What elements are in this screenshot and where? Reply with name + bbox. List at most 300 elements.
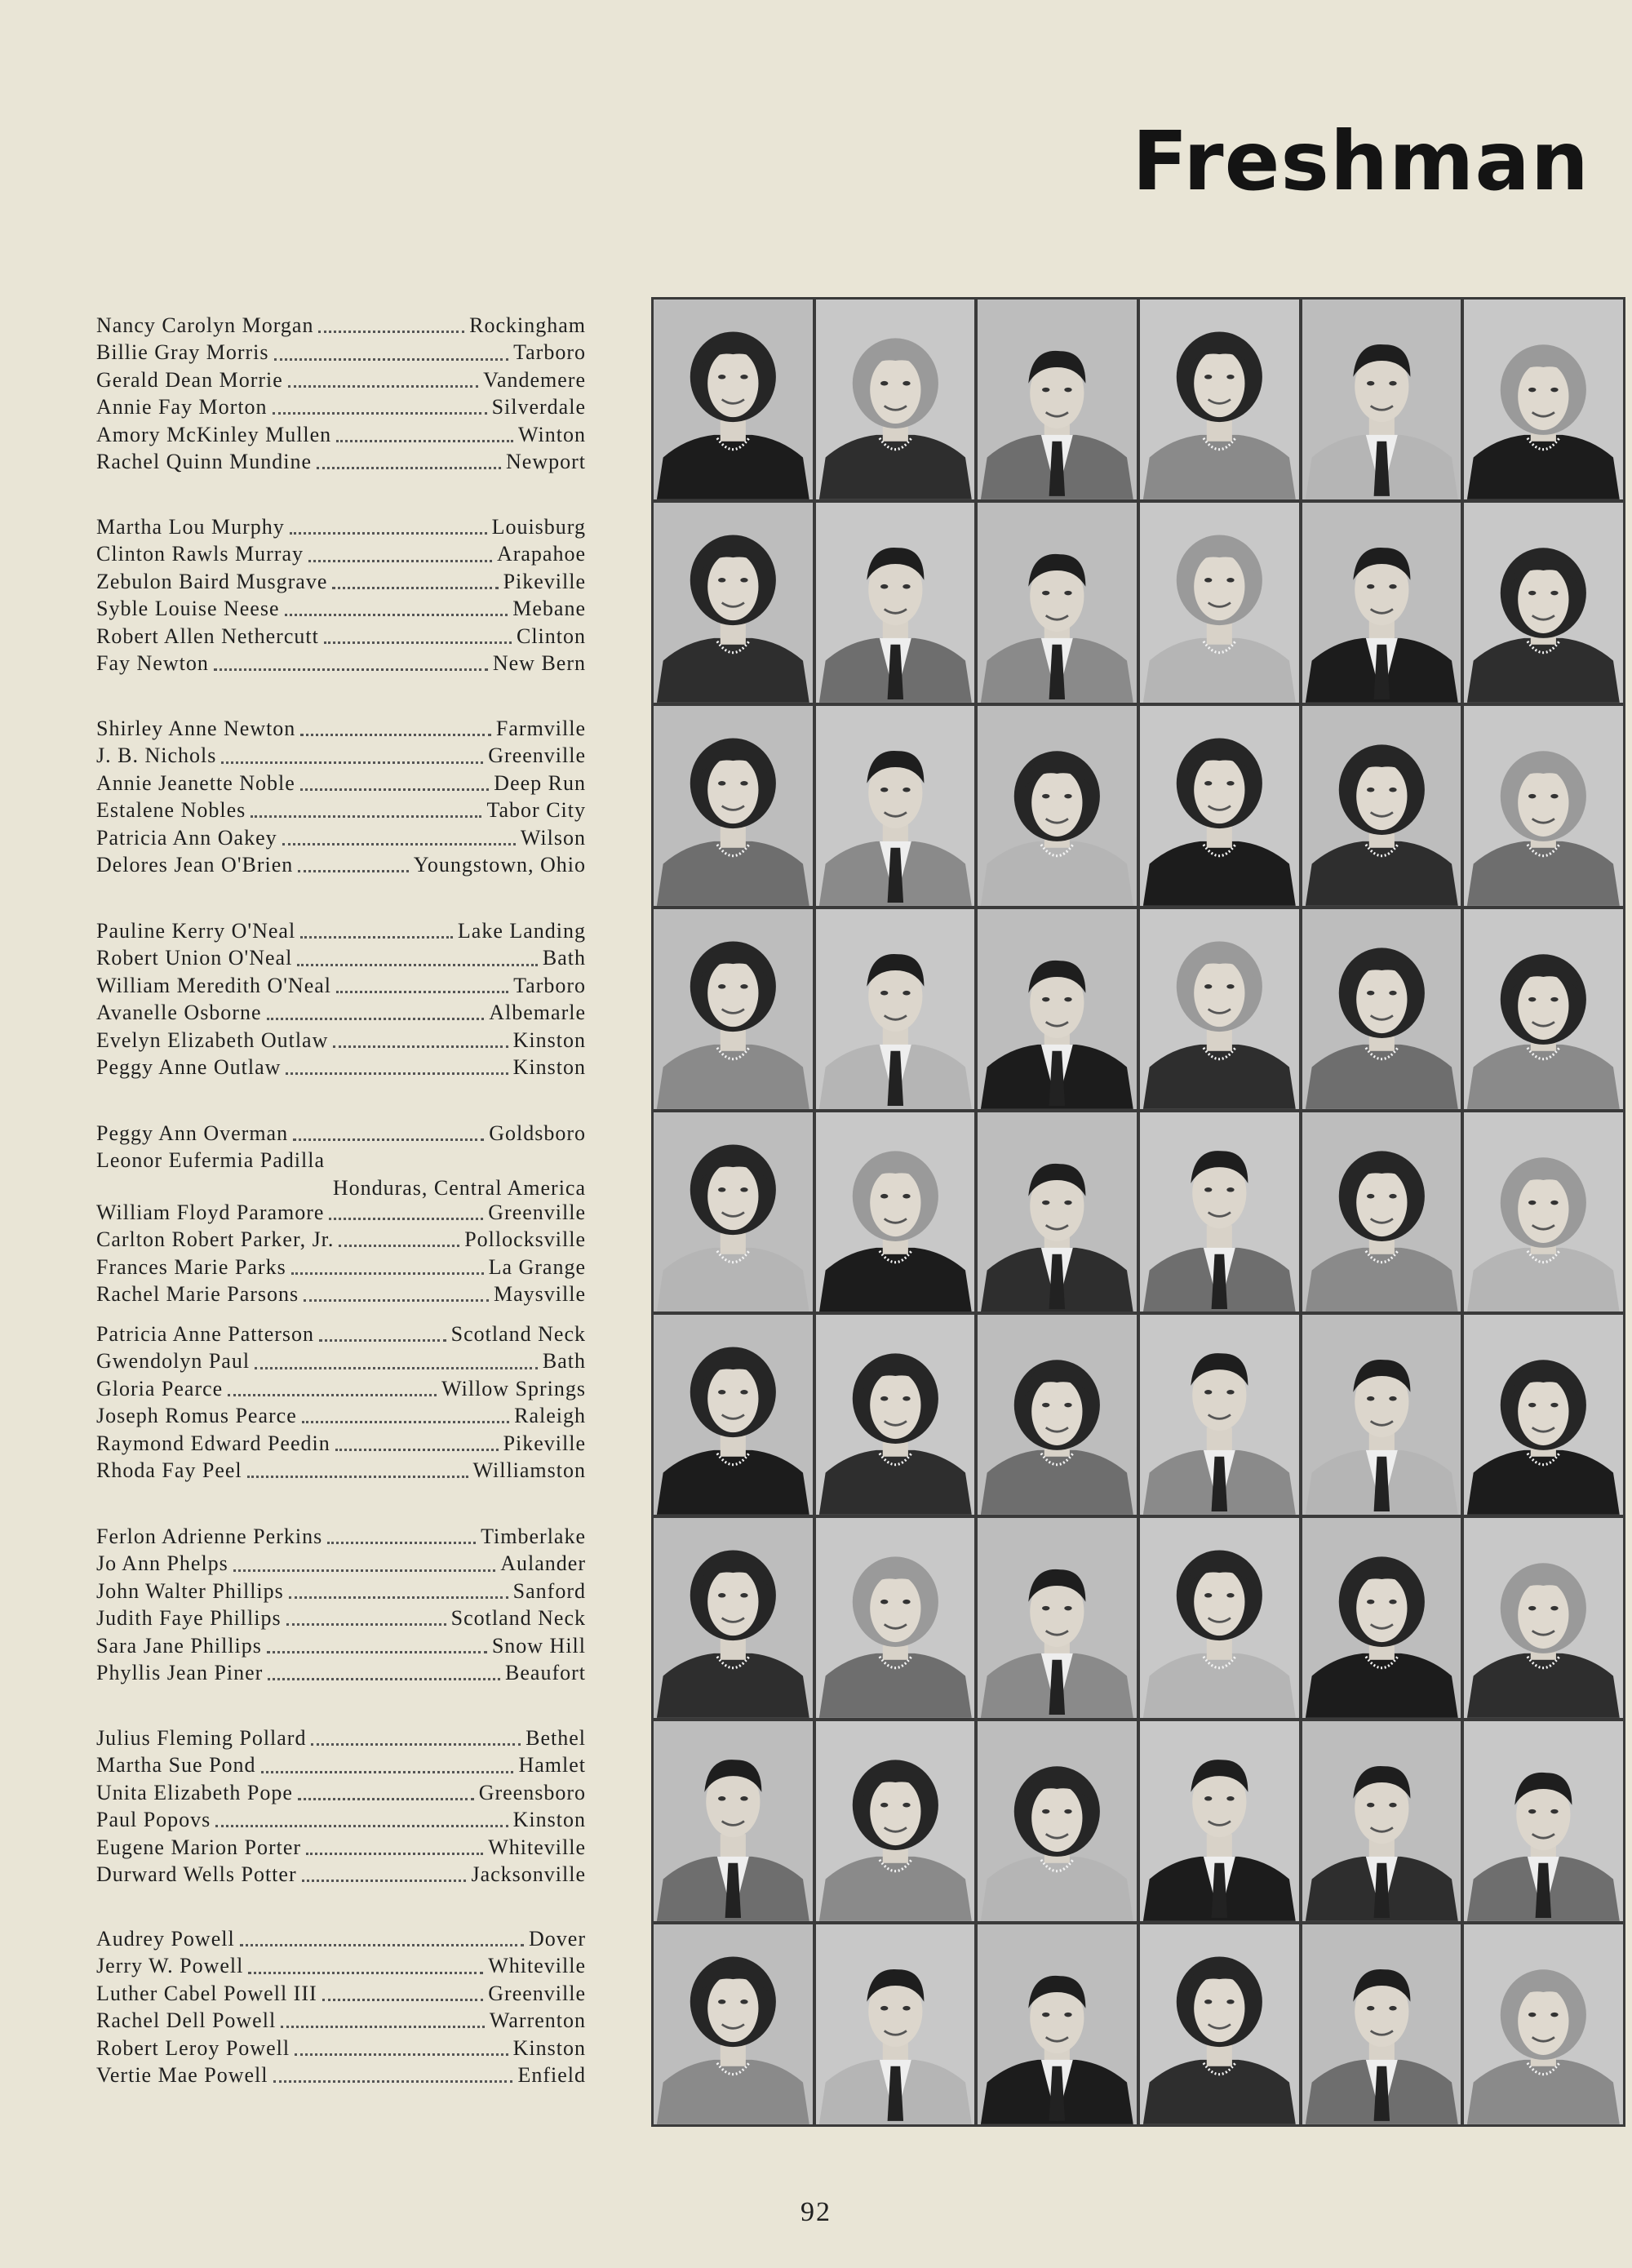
hometown: Greenville bbox=[488, 1200, 586, 1224]
student-name: Audrey Powell bbox=[96, 1927, 235, 1951]
student-portrait bbox=[978, 503, 1137, 703]
name-entry bbox=[96, 1954, 586, 1981]
hometown: Clinton bbox=[516, 624, 586, 648]
student-name: Robert Leroy Powell bbox=[96, 2035, 290, 2060]
dot-leader bbox=[215, 1825, 508, 1827]
portrait-photo bbox=[1302, 909, 1461, 1109]
hometown-continuation: Honduras, Central America bbox=[332, 1175, 586, 1200]
name-entry bbox=[96, 1322, 586, 1349]
student-portrait bbox=[1302, 503, 1461, 703]
hometown: Lake Landing bbox=[457, 919, 586, 943]
name-entry bbox=[96, 826, 586, 853]
name-entry bbox=[96, 515, 586, 542]
portrait-photo bbox=[654, 503, 813, 703]
portrait-photo bbox=[978, 1315, 1137, 1515]
name-entry bbox=[96, 1525, 586, 1551]
student-portrait bbox=[1140, 706, 1299, 906]
student-portrait bbox=[1464, 1518, 1623, 1718]
student-name: William Floyd Paramore bbox=[96, 1200, 325, 1224]
portrait-photo bbox=[978, 1721, 1137, 1921]
dot-leader bbox=[333, 1045, 508, 1048]
portrait-photo bbox=[1140, 1518, 1299, 1718]
name-entry bbox=[96, 1835, 586, 1862]
dot-leader bbox=[273, 2080, 513, 2083]
student-name: Peggy Anne Outlaw bbox=[96, 1054, 282, 1079]
portrait-photo bbox=[978, 503, 1137, 703]
dot-leader bbox=[306, 1853, 483, 1855]
name-group bbox=[96, 515, 586, 678]
name-entry bbox=[96, 974, 586, 1001]
student-portrait bbox=[654, 1924, 813, 2124]
portrait-photo bbox=[654, 1315, 813, 1515]
student-name: Gwendolyn Paul bbox=[96, 1349, 251, 1374]
portrait-photo bbox=[1140, 1112, 1299, 1312]
hometown: Hamlet bbox=[518, 1753, 586, 1778]
student-portrait bbox=[1140, 503, 1299, 703]
student-portrait bbox=[978, 1924, 1137, 2124]
student-portrait bbox=[1464, 1112, 1623, 1312]
dot-leader bbox=[297, 964, 538, 966]
hometown: Albemarle bbox=[489, 1001, 586, 1025]
name-entry bbox=[96, 651, 586, 678]
student-portrait bbox=[978, 1315, 1137, 1515]
hometown: Vandemere bbox=[483, 367, 586, 392]
dot-leader bbox=[308, 560, 492, 562]
student-portrait bbox=[816, 1315, 975, 1515]
student-portrait bbox=[1140, 1518, 1299, 1718]
dot-leader bbox=[317, 467, 501, 469]
name-entry bbox=[96, 1148, 586, 1175]
portrait-photo bbox=[1464, 1112, 1623, 1312]
hometown: Goldsboro bbox=[489, 1121, 586, 1145]
name-entry bbox=[96, 1781, 586, 1808]
portrait-photo bbox=[654, 1924, 813, 2124]
student-portrait bbox=[816, 503, 975, 703]
name-entry bbox=[96, 717, 586, 743]
portrait-photo bbox=[1302, 1315, 1461, 1515]
name-entry bbox=[96, 2008, 586, 2035]
hometown: Whiteville bbox=[488, 1835, 586, 1859]
student-name: Avanelle Osborne bbox=[96, 1001, 262, 1025]
student-portrait bbox=[978, 300, 1137, 499]
dot-leader bbox=[311, 1743, 521, 1746]
portrait-photo bbox=[1302, 1721, 1461, 1921]
student-name: Paul Popovs bbox=[96, 1808, 211, 1832]
name-entry bbox=[96, 1634, 586, 1661]
hometown: Louisburg bbox=[491, 515, 586, 539]
hometown: Winton bbox=[518, 422, 586, 446]
dot-leader bbox=[285, 614, 508, 616]
hometown: Arapahoe bbox=[496, 542, 586, 566]
name-entry bbox=[96, 1404, 586, 1431]
portrait-photo bbox=[1464, 1518, 1623, 1718]
page-number: 92 bbox=[800, 2197, 832, 2227]
portrait-photo bbox=[1464, 1315, 1623, 1515]
student-name: Robert Allen Nethercutt bbox=[96, 624, 319, 648]
dot-leader bbox=[282, 843, 516, 846]
name-entry bbox=[96, 853, 586, 880]
name-entry bbox=[96, 1551, 586, 1578]
dot-leader bbox=[298, 870, 408, 872]
student-portrait bbox=[654, 1518, 813, 1718]
portrait-photo bbox=[1464, 1924, 1623, 2124]
dot-leader bbox=[274, 358, 509, 361]
student-portrait bbox=[816, 909, 975, 1109]
hometown: Greensboro bbox=[478, 1780, 586, 1804]
student-portrait bbox=[1464, 1315, 1623, 1515]
student-portrait bbox=[1302, 1721, 1461, 1921]
hometown: Aulander bbox=[500, 1551, 586, 1576]
name-entry bbox=[96, 313, 586, 340]
student-name: Billie Gray Morris bbox=[96, 340, 269, 365]
page-title: Freshman bbox=[1132, 113, 1590, 209]
student-name: Jerry W. Powell bbox=[96, 1954, 244, 1978]
name-entry bbox=[96, 1349, 586, 1376]
hometown: Greenville bbox=[488, 743, 586, 768]
portrait-photo bbox=[1464, 300, 1623, 499]
hometown: Kinston bbox=[512, 1808, 586, 1832]
student-portrait bbox=[654, 300, 813, 499]
name-group bbox=[96, 1322, 586, 1485]
name-group bbox=[96, 717, 586, 880]
student-portrait bbox=[816, 1518, 975, 1718]
hometown: Newport bbox=[506, 449, 586, 473]
name-entry bbox=[96, 1753, 586, 1780]
name-entry bbox=[96, 1282, 586, 1309]
student-name: Rhoda Fay Peel bbox=[96, 1458, 242, 1482]
hometown: Greenville bbox=[488, 1981, 586, 2005]
portrait-photo bbox=[816, 1112, 975, 1312]
name-entry bbox=[96, 2036, 586, 2063]
hometown: Farmville bbox=[495, 717, 586, 740]
student-name: Delores Jean O'Brien bbox=[96, 852, 294, 877]
hometown: Pikeville bbox=[503, 1431, 586, 1455]
dot-leader bbox=[335, 1449, 499, 1451]
dot-leader bbox=[221, 761, 483, 764]
dot-leader bbox=[336, 440, 513, 442]
portrait-photo bbox=[978, 1112, 1137, 1312]
portrait-photo bbox=[654, 300, 813, 499]
dot-leader bbox=[324, 641, 512, 644]
name-entry bbox=[96, 597, 586, 624]
portrait-photo bbox=[654, 909, 813, 1109]
student-name: John Walter Phillips bbox=[96, 1578, 284, 1603]
hometown: Willow Springs bbox=[441, 1376, 586, 1400]
dot-leader bbox=[329, 1218, 483, 1220]
portrait-photo bbox=[978, 1518, 1137, 1718]
student-portrait bbox=[654, 706, 813, 906]
student-name: Ferlon Adrienne Perkins bbox=[96, 1525, 323, 1548]
portrait-photo bbox=[1464, 1721, 1623, 1921]
dot-leader bbox=[268, 1678, 500, 1680]
name-entry bbox=[96, 368, 586, 395]
dot-leader bbox=[332, 587, 498, 589]
student-portrait bbox=[654, 1721, 813, 1921]
hometown: Bethel bbox=[526, 1726, 586, 1750]
student-name: Joseph Romus Pearce bbox=[96, 1404, 297, 1428]
portrait-photo bbox=[1464, 706, 1623, 906]
student-name: J. B. Nichols bbox=[96, 743, 217, 768]
name-entry bbox=[96, 340, 586, 367]
student-portrait bbox=[654, 909, 813, 1109]
student-name: Patricia Ann Oakey bbox=[96, 825, 277, 850]
name-group bbox=[96, 1525, 586, 1688]
hometown: Jacksonville bbox=[471, 1862, 586, 1886]
name-entry bbox=[96, 798, 586, 825]
student-portrait bbox=[654, 1112, 813, 1312]
hometown: Warrenton bbox=[489, 2008, 586, 2033]
dot-leader bbox=[293, 1138, 484, 1141]
name-entry bbox=[96, 1982, 586, 2008]
dot-leader bbox=[339, 1245, 459, 1247]
portrait-photo bbox=[1302, 503, 1461, 703]
student-name: Annie Fay Morton bbox=[96, 395, 268, 419]
hometown: Bath bbox=[542, 946, 586, 970]
hometown: Enfield bbox=[517, 2062, 586, 2087]
student-name: Fay Newton bbox=[96, 650, 209, 675]
portrait-photo bbox=[1302, 300, 1461, 499]
name-entry bbox=[96, 1862, 586, 1889]
student-portrait bbox=[1140, 300, 1299, 499]
dot-leader bbox=[267, 1018, 485, 1020]
hometown: Pollocksville bbox=[464, 1227, 586, 1252]
hometown: Kinston bbox=[512, 2035, 586, 2060]
student-portrait bbox=[1140, 1315, 1299, 1515]
dot-leader bbox=[247, 1476, 468, 1478]
name-entry bbox=[96, 1458, 586, 1485]
hometown: Youngstown, Ohio bbox=[413, 852, 586, 877]
portrait-photo bbox=[978, 300, 1137, 499]
portrait-photo bbox=[1302, 1112, 1461, 1312]
hometown: Kinston bbox=[512, 1027, 586, 1052]
dot-leader bbox=[261, 1771, 514, 1773]
dot-leader bbox=[255, 1367, 538, 1369]
portrait-photo bbox=[654, 1721, 813, 1921]
student-portrait bbox=[978, 1518, 1137, 1718]
hometown: Williamston bbox=[472, 1458, 586, 1482]
student-name: Amory McKinley Mullen bbox=[96, 422, 332, 446]
student-portrait bbox=[1302, 706, 1461, 906]
dot-leader bbox=[286, 1623, 446, 1626]
portrait-photo bbox=[654, 1112, 813, 1312]
dot-leader bbox=[267, 1651, 487, 1653]
portrait-photo bbox=[816, 1518, 975, 1718]
name-entry bbox=[96, 771, 586, 798]
dot-leader bbox=[251, 815, 481, 818]
hometown: Scotland Neck bbox=[450, 1322, 586, 1346]
student-portrait bbox=[816, 1924, 975, 2124]
name-group bbox=[96, 1726, 586, 1889]
portrait-photo bbox=[978, 909, 1137, 1109]
student-portrait bbox=[816, 1721, 975, 1921]
dot-leader bbox=[300, 734, 491, 736]
student-name: Rachel Quinn Mundine bbox=[96, 449, 313, 473]
portrait-photo bbox=[1464, 503, 1623, 703]
dot-leader bbox=[286, 1072, 508, 1075]
student-name: Nancy Carolyn Morgan bbox=[96, 313, 314, 337]
hometown: Dover bbox=[529, 1927, 586, 1951]
student-name: Vertie Mae Powell bbox=[96, 2062, 268, 2087]
dot-leader bbox=[318, 331, 464, 333]
name-entry bbox=[96, 2063, 586, 2090]
hometown: Mebane bbox=[512, 597, 586, 621]
name-entry bbox=[96, 1201, 586, 1227]
portrait-photo bbox=[1140, 1315, 1299, 1515]
name-entry bbox=[96, 1431, 586, 1458]
dot-leader bbox=[240, 1944, 524, 1946]
portrait-photo bbox=[1302, 1924, 1461, 2124]
student-name: Pauline Kerry O'Neal bbox=[96, 919, 296, 943]
student-portrait bbox=[1464, 503, 1623, 703]
student-name: Jo Ann Phelps bbox=[96, 1551, 228, 1576]
dot-leader bbox=[336, 991, 508, 993]
student-name: Rachel Marie Parsons bbox=[96, 1281, 299, 1306]
student-name: Syble Louise Neese bbox=[96, 597, 280, 621]
hometown: Sanford bbox=[512, 1578, 586, 1603]
hometown: Timberlake bbox=[481, 1525, 586, 1548]
portrait-photo bbox=[816, 1315, 975, 1515]
name-entry bbox=[96, 450, 586, 477]
portrait-photo bbox=[1140, 1721, 1299, 1921]
dot-leader bbox=[327, 1542, 476, 1544]
name-entry bbox=[96, 1055, 586, 1082]
name-entry bbox=[96, 919, 586, 946]
dot-leader bbox=[302, 1880, 467, 1882]
student-portrait bbox=[1302, 909, 1461, 1109]
student-name: Durward Wells Potter bbox=[96, 1862, 297, 1886]
name-entry bbox=[96, 1255, 586, 1282]
portrait-photo bbox=[978, 1924, 1137, 2124]
name-entry bbox=[96, 542, 586, 569]
student-name: Carlton Robert Parker, Jr. bbox=[96, 1227, 335, 1252]
name-entry bbox=[96, 1579, 586, 1606]
dot-leader bbox=[281, 2026, 485, 2028]
hometown: Deep Run bbox=[494, 770, 586, 795]
dot-leader bbox=[302, 1421, 509, 1423]
portrait-photo bbox=[816, 706, 975, 906]
student-portrait bbox=[1464, 909, 1623, 1109]
name-entry bbox=[96, 395, 586, 422]
portrait-photo bbox=[1302, 1518, 1461, 1718]
name-group bbox=[96, 313, 586, 477]
name-entry bbox=[96, 1227, 586, 1254]
student-portrait bbox=[816, 706, 975, 906]
dot-leader bbox=[298, 1798, 474, 1800]
hometown: Scotland Neck bbox=[450, 1606, 586, 1631]
student-portrait bbox=[1302, 1315, 1461, 1515]
portrait-photo bbox=[1140, 1924, 1299, 2124]
name-entry bbox=[96, 1121, 586, 1148]
hometown: Tarboro bbox=[513, 340, 586, 365]
name-entry bbox=[96, 1028, 586, 1055]
hometown: Raleigh bbox=[514, 1404, 586, 1428]
student-name: Raymond Edward Peedin bbox=[96, 1431, 330, 1455]
name-group bbox=[96, 1121, 586, 1309]
student-portrait bbox=[1464, 300, 1623, 499]
student-name: Judith Faye Phillips bbox=[96, 1606, 282, 1631]
hometown: La Grange bbox=[488, 1254, 586, 1279]
dot-leader bbox=[319, 1339, 446, 1342]
name-entry bbox=[96, 1808, 586, 1835]
student-portrait bbox=[1140, 1112, 1299, 1312]
student-name: Clinton Rawls Murray bbox=[96, 542, 304, 566]
student-portrait bbox=[1464, 1924, 1623, 2124]
portrait-photo bbox=[1302, 706, 1461, 906]
portrait-photo bbox=[654, 706, 813, 906]
hometown: Silverdale bbox=[491, 395, 586, 419]
portrait-grid bbox=[651, 297, 1625, 2127]
name-entry bbox=[96, 743, 586, 770]
dot-leader bbox=[295, 2053, 508, 2056]
student-name: Sara Jane Phillips bbox=[96, 1633, 262, 1658]
student-portrait bbox=[978, 706, 1137, 906]
name-group bbox=[96, 1927, 586, 2090]
hometown: Maysville bbox=[494, 1281, 586, 1306]
student-name: Peggy Ann Overman bbox=[96, 1121, 289, 1145]
dot-leader bbox=[288, 385, 478, 388]
dot-leader bbox=[233, 1569, 495, 1572]
student-name: Evelyn Elizabeth Outlaw bbox=[96, 1027, 329, 1052]
student-name: Shirley Anne Newton bbox=[96, 717, 296, 740]
name-entry bbox=[96, 1606, 586, 1633]
name-entry bbox=[96, 1377, 586, 1404]
portrait-photo bbox=[1140, 706, 1299, 906]
student-name: Gerald Dean Morrie bbox=[96, 367, 283, 392]
student-name: Leonor Eufermia Padilla bbox=[96, 1148, 326, 1173]
student-portrait bbox=[1140, 1721, 1299, 1921]
name-group bbox=[96, 919, 586, 1082]
student-portrait bbox=[1464, 706, 1623, 906]
student-portrait bbox=[1302, 300, 1461, 499]
portrait-photo bbox=[1140, 503, 1299, 703]
name-entry bbox=[96, 423, 586, 450]
dot-leader bbox=[273, 412, 487, 415]
portrait-photo bbox=[816, 503, 975, 703]
dot-leader bbox=[228, 1394, 437, 1396]
dot-leader bbox=[248, 1972, 483, 1974]
dot-leader bbox=[322, 1999, 484, 2001]
portrait-photo bbox=[1140, 909, 1299, 1109]
dot-leader bbox=[300, 788, 489, 791]
name-entry bbox=[96, 624, 586, 651]
dot-leader bbox=[300, 936, 453, 939]
hometown: Bath bbox=[542, 1349, 586, 1374]
student-name: Annie Jeanette Noble bbox=[96, 770, 295, 795]
student-portrait bbox=[978, 909, 1137, 1109]
student-name: Robert Union O'Neal bbox=[96, 946, 293, 970]
student-name: Gloria Pearce bbox=[96, 1376, 224, 1400]
student-portrait bbox=[1140, 909, 1299, 1109]
hometown: Tabor City bbox=[486, 798, 586, 823]
hometown: Pikeville bbox=[503, 569, 586, 593]
student-name: Patricia Anne Patterson bbox=[96, 1322, 315, 1346]
student-name: Eugene Marion Porter bbox=[96, 1835, 302, 1859]
student-name: Zebulon Baird Musgrave bbox=[96, 569, 328, 593]
name-entry bbox=[96, 1726, 586, 1753]
student-portrait bbox=[816, 1112, 975, 1312]
student-name: Rachel Dell Powell bbox=[96, 2008, 277, 2033]
student-name: Phyllis Jean Piner bbox=[96, 1660, 264, 1684]
student-name: Luther Cabel Powell III bbox=[96, 1981, 317, 2005]
hometown: New Bern bbox=[492, 650, 586, 675]
student-name: Estalene Nobles bbox=[96, 798, 246, 823]
hometown: Beaufort bbox=[505, 1660, 586, 1684]
name-entry bbox=[96, 1001, 586, 1027]
hometown: Wilson bbox=[520, 825, 586, 850]
student-portrait bbox=[1302, 1518, 1461, 1718]
portrait-photo bbox=[816, 1924, 975, 2124]
portrait-photo bbox=[816, 300, 975, 499]
